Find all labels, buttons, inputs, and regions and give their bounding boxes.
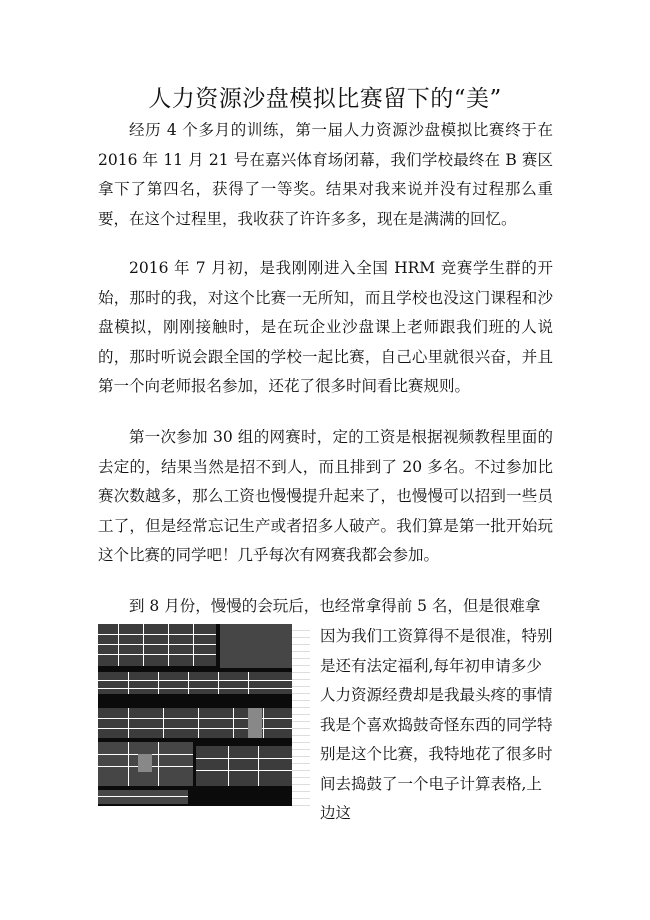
- spreadsheet-edge-image: [292, 624, 310, 806]
- paragraph-4-wrapped-text: 因为我们工资算得不是很准，特别是还有法定福利,每年初申请多少人力资源经费却是我最头疼的事情我是个喜欢捣鼓奇怪东西的同学特别是这个比赛，我特地花了很多时间去捣鼓了一个电子计算表格,上边这: [320, 627, 553, 822]
- paragraph-3: 第一次参加 30 组的网赛时，定的工资是根据视频教程里面的去定的，结果当然是招不到人，而且排到了 20 多名。不过参加比赛次数越多，那么工资也慢慢提升起来了，也慢慢可以招到一些员工了，但是经常忘记生产或者招多人破产。我们算是第一批开始玩这个比赛的同学吧！几乎每次有网赛我都会参加。: [98, 428, 553, 564]
- paragraph-4-first-line: 到 8 月份，慢慢的会玩后，也经常拿得前 5 名，但是很难拿: [129, 597, 541, 615]
- spreadsheet-screenshot-image: [98, 624, 292, 806]
- page-title: 人力资源沙盘模拟比赛留下的“美”: [148, 86, 502, 112]
- paragraph-1: 经历 4 个多月的训练，第一届人力资源沙盘模拟比赛终于在 2016 年 11 月 21 号在嘉兴体育场闭幕，我们学校最终在 B 赛区拿下了第四名，获得了一等奖。结果对我来说并没有过程那么重要，在这个过程里，我收获了许许多多，现在是满满的回忆。: [98, 121, 553, 228]
- paragraph-2: 2016 年 7 月初，是我刚刚进入全国 HRM 竞赛学生群的开始，那时的我，对这个比赛一无所知，而且学校也没这门课程和沙盘模拟，刚刚接触时，是在玩企业沙盘课上老师跟我们班的人说的，那时听说会跟全国的学校一起比赛，自己心里就很兴奋，并且第一个向老师报名参加，还花了很多时间看比赛规则。: [98, 259, 553, 395]
